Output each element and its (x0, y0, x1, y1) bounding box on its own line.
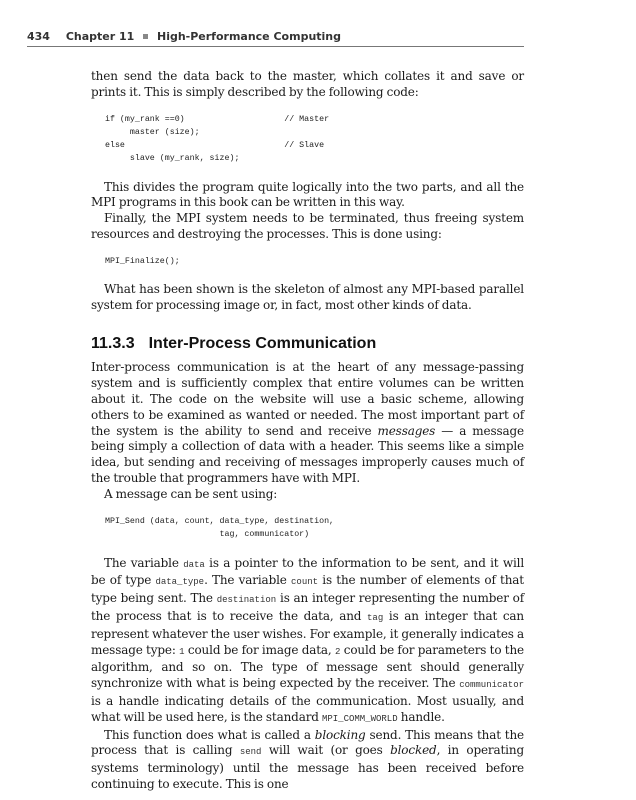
chapter-title: High-Performance Computing (156, 30, 342, 43)
paragraph-continuation: then send the data back to the master, which collates it and save or prints it. This is simply described by the following code: (91, 69, 524, 99)
paragraph-send-intro: A message can be sent using: (104, 486, 278, 501)
page-number: 434 (27, 30, 50, 43)
paragraph-blocking-send: This function does what is called a blocking send. This means that the process that is calling send will wait (or goes blocked, in operating systems terminology) until the message has been received before continuing to execute. This is one (91, 727, 525, 791)
section-heading (91, 333, 524, 355)
page-body (91, 69, 524, 793)
paragraph-send-parameters: The variable data is a pointer to the information to be sent, and it will be of type data_type. The variable count is the number of elements of that type being sent. The destination is an integer representing the number of the process that is to receive the data, and tag is an integer that can represent whatever the user wishes. For example, it generally indicates a message type: 1 could be for image data, 2 could be for parameters to the algorithm, and so on. The type of message sent should generally synchronize with what is being expected by the receiver. The communicator is a handle indicating details of the communication. Most usually, and what will be used here, is the standard MPI_COMM_WORLD handle. (91, 555, 525, 724)
code-mpi-send: MPI_Send (data, count, data_type, destination, tag, communicator) (105, 516, 335, 539)
paragraph-skeleton: What has been shown is the skeleton of almost any MPI-based parallel system for processing image or, in fact, most other kinds of data. (91, 281, 524, 312)
code-finalize: MPI_Finalize(); (105, 256, 180, 266)
section-title: Inter-Process Communication (148, 335, 377, 353)
paragraph-finalize-intro: Finally, the MPI system needs to be terminated, thus freeing system resources and destroying the processes. This is done using: (91, 211, 524, 241)
chapter-label: Chapter 11 (65, 30, 135, 43)
code-master-slave: if (my_rank ==0) // Master master (size); else // Slave slave (my_rank, size); (105, 114, 330, 163)
paragraph-ipc-intro: Inter-process communication is at the heart of any message-passing system and is sufficiently complex that entire volumes can be written about it. The code on the website will use a basic scheme, allowing others to be examined as wanted or needed. The most important part of the system is the ability to send and receive messages — a message being simply a collection of data with a header. This seems like a simple idea, but sending and receiving of messages improperly causes much of the trouble that programmers have with MPI. (91, 360, 524, 485)
emphasis-blocking: blocking (314, 727, 366, 742)
section-number: 11.3.3 (91, 335, 135, 353)
running-header (27, 30, 524, 47)
square-bullet-icon (143, 34, 148, 39)
emphasis-messages: messages (377, 423, 436, 438)
emphasis-blocked: blocked (390, 743, 437, 758)
paragraph-program-division: This divides the program quite logically into the two parts, and all the MPI programs in this book can be written in this way. (91, 179, 524, 210)
